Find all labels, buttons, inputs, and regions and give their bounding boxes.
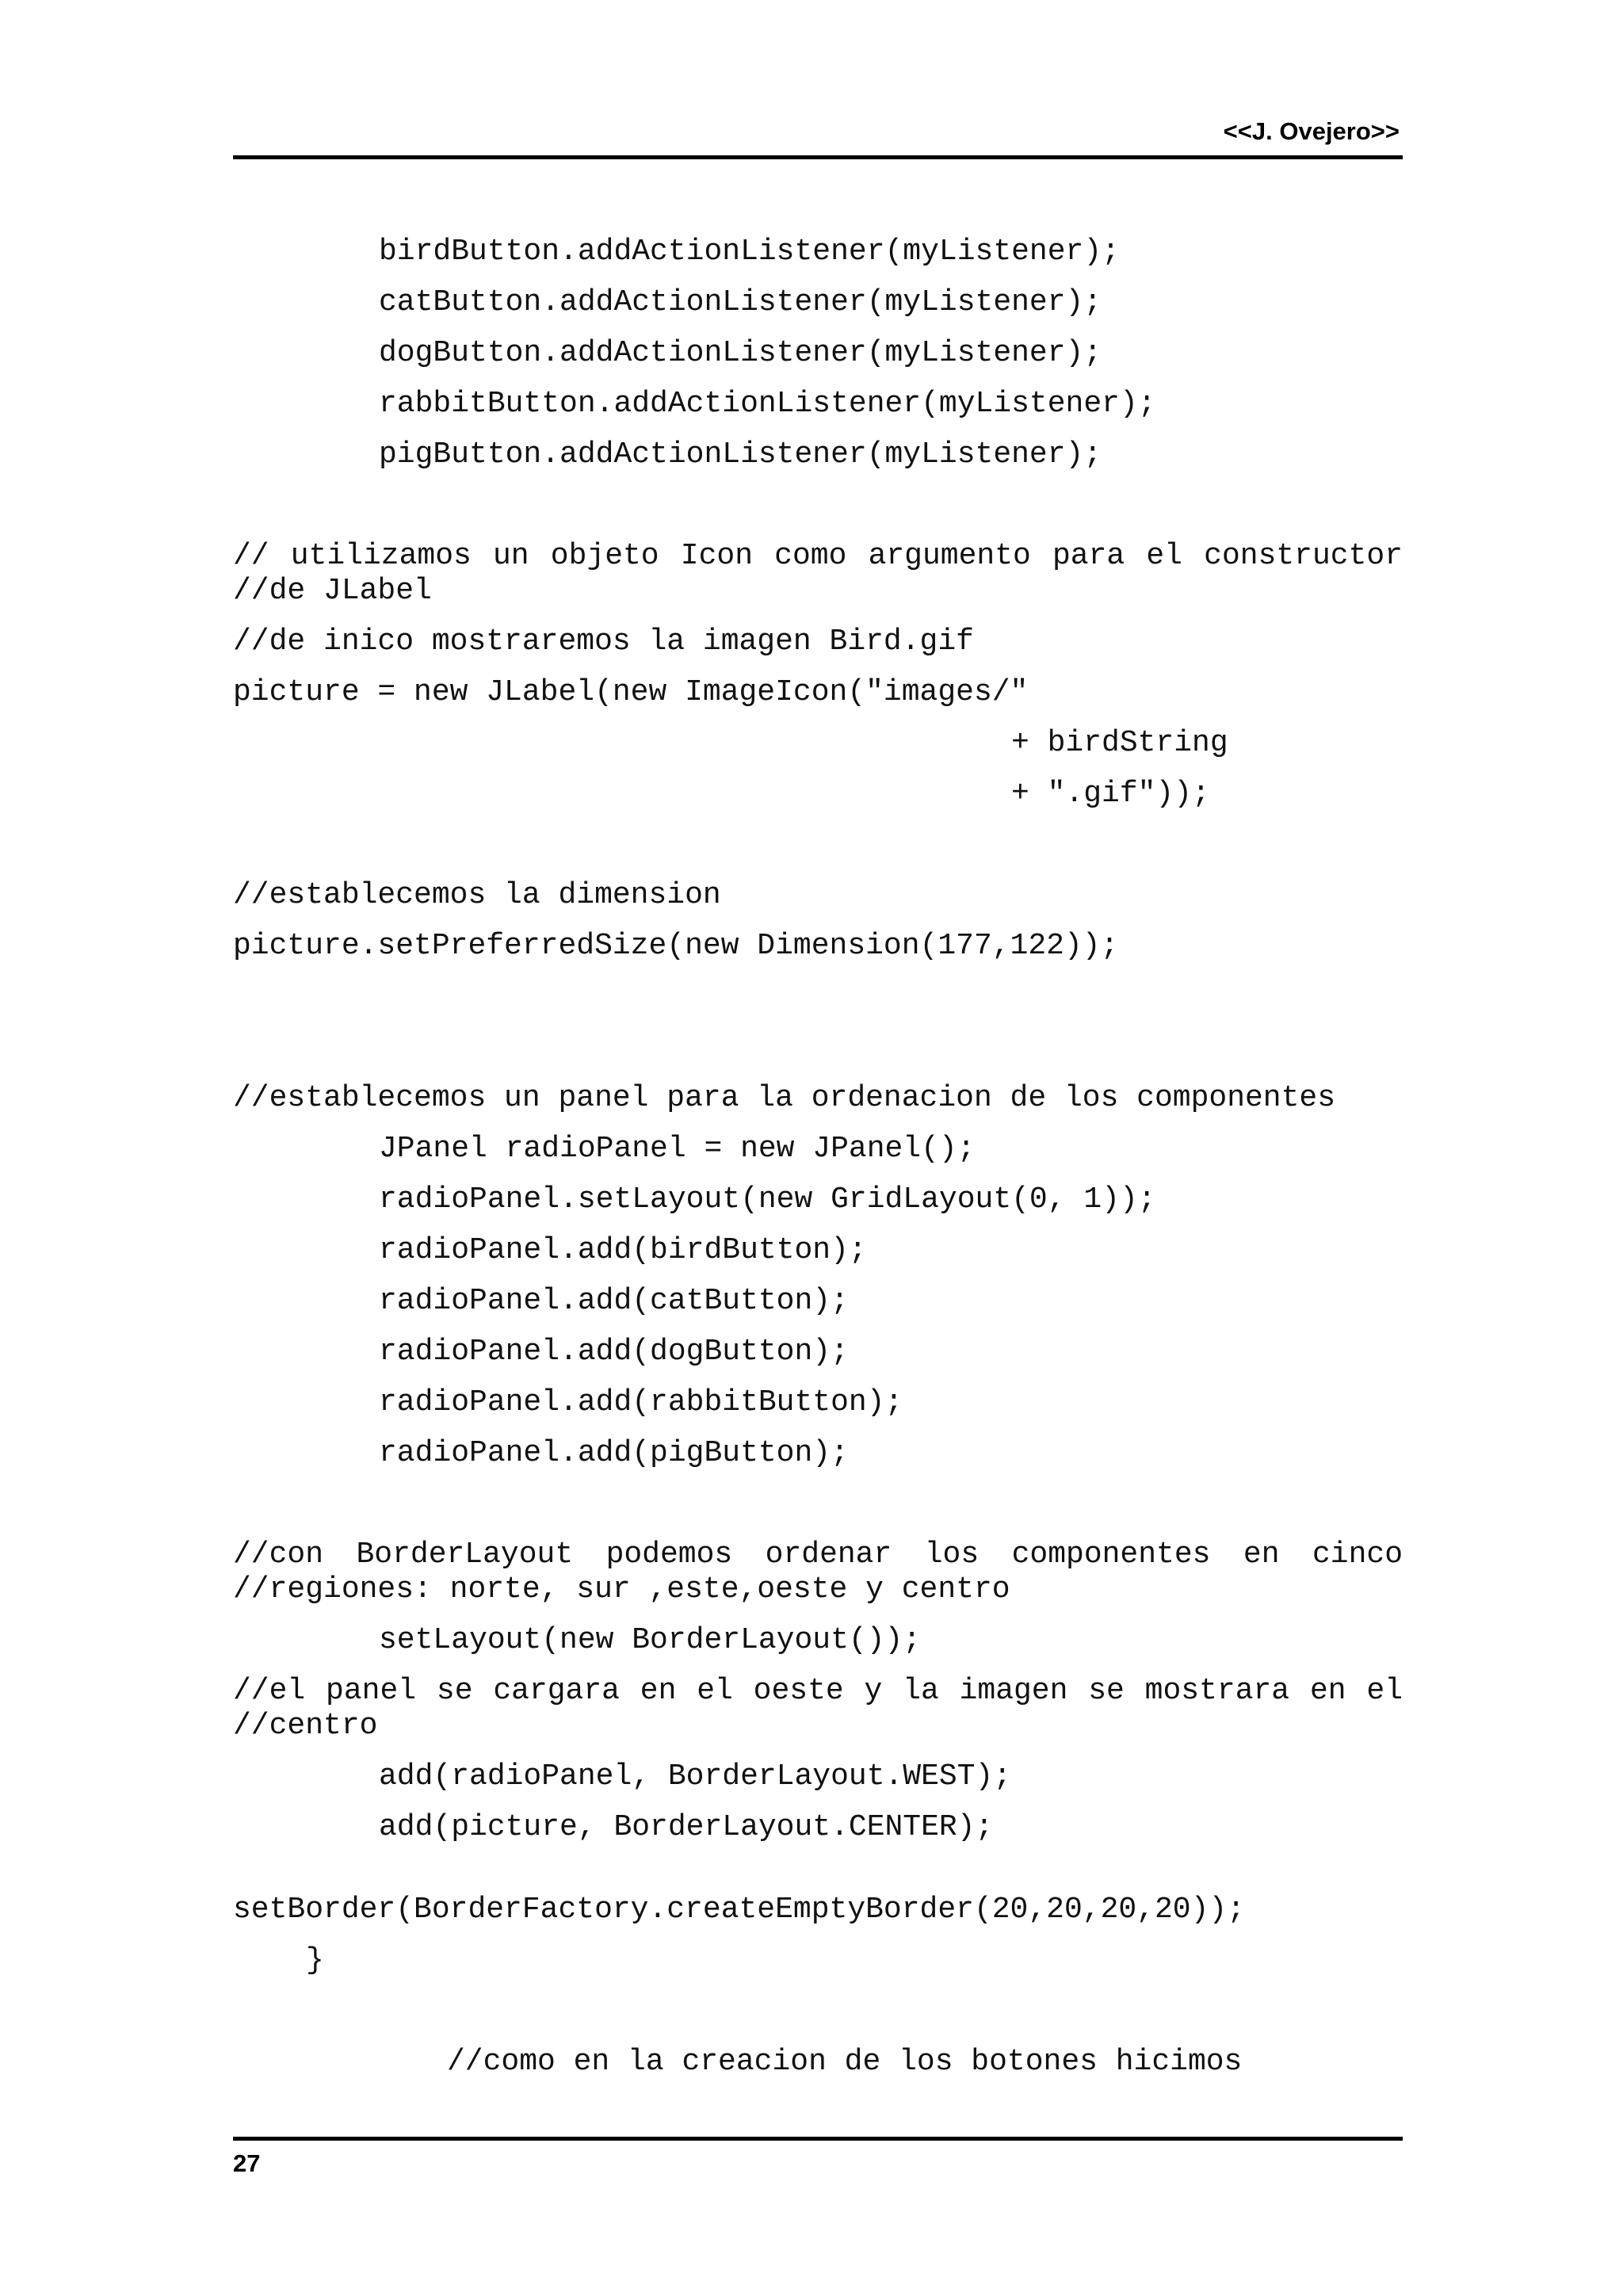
code-line: picture = new JLabel(new ImageIcon("images/" bbox=[233, 675, 1029, 709]
code-comment-line: //establecemos un panel para la ordenacion de los componentes bbox=[233, 1081, 1336, 1115]
code-line: JPanel radioPanel = new JPanel(); bbox=[379, 1132, 976, 1166]
code-comment-line: //de JLabel bbox=[233, 574, 432, 608]
code-line: radioPanel.add(rabbitButton); bbox=[379, 1385, 903, 1419]
code-line: radioPanel.add(pigButton); bbox=[379, 1436, 849, 1470]
code-line: add(picture, BorderLayout.CENTER); bbox=[379, 1810, 994, 1844]
code-comment-line: // utilizamos un objeto Icon como argumento para el constructor bbox=[233, 539, 1403, 573]
code-line: setLayout(new BorderLayout()); bbox=[379, 1623, 922, 1657]
code-line: picture.setPreferredSize(new Dimension(177,122)); bbox=[233, 929, 1119, 963]
code-line: radioPanel.setLayout(new GridLayout(0, 1)); bbox=[379, 1182, 1156, 1217]
code-line: setBorder(BorderFactory.createEmptyBorder(20,20,20,20)); bbox=[233, 1893, 1246, 1927]
code-line: catButton.addActionListener(myListener); bbox=[379, 285, 1102, 319]
code-line: + ".gif")); bbox=[1011, 777, 1210, 811]
code-comment-line: //de inico mostraremos la imagen Bird.gif bbox=[233, 625, 974, 659]
code-line: pigButton.addActionListener(myListener); bbox=[379, 437, 1102, 472]
code-line: } bbox=[306, 1943, 324, 1977]
code-comment-line: //regiones: norte, sur ,este,oeste y centro bbox=[233, 1572, 1010, 1606]
header-rule bbox=[233, 155, 1403, 159]
code-comment-line: //el panel se cargara en el oeste y la imagen se mostrara en el bbox=[233, 1674, 1403, 1708]
code-comment-line: //establecemos la dimension bbox=[233, 878, 721, 912]
running-header-author: <<J. Ovejero>> bbox=[1223, 117, 1400, 145]
code-line: radioPanel.add(birdButton); bbox=[379, 1233, 867, 1267]
code-comment-line: //con BorderLayout podemos ordenar los componentes en cinco bbox=[233, 1538, 1403, 1572]
code-line: add(radioPanel, BorderLayout.WEST); bbox=[379, 1759, 1012, 1794]
footer-rule bbox=[233, 2137, 1403, 2141]
code-line: radioPanel.add(catButton); bbox=[379, 1284, 849, 1318]
code-line: rabbitButton.addActionListener(myListener); bbox=[379, 387, 1156, 421]
code-line: dogButton.addActionListener(myListener); bbox=[379, 336, 1102, 370]
code-line: + birdString bbox=[1011, 726, 1228, 760]
code-comment-line: //centro bbox=[233, 1709, 378, 1743]
code-line: birdButton.addActionListener(myListener); bbox=[379, 235, 1120, 269]
page-number: 27 bbox=[233, 2149, 261, 2177]
code-comment-line: //como en la creacion de los botones hicimos bbox=[447, 2045, 1243, 2079]
code-line: radioPanel.add(dogButton); bbox=[379, 1335, 849, 1369]
